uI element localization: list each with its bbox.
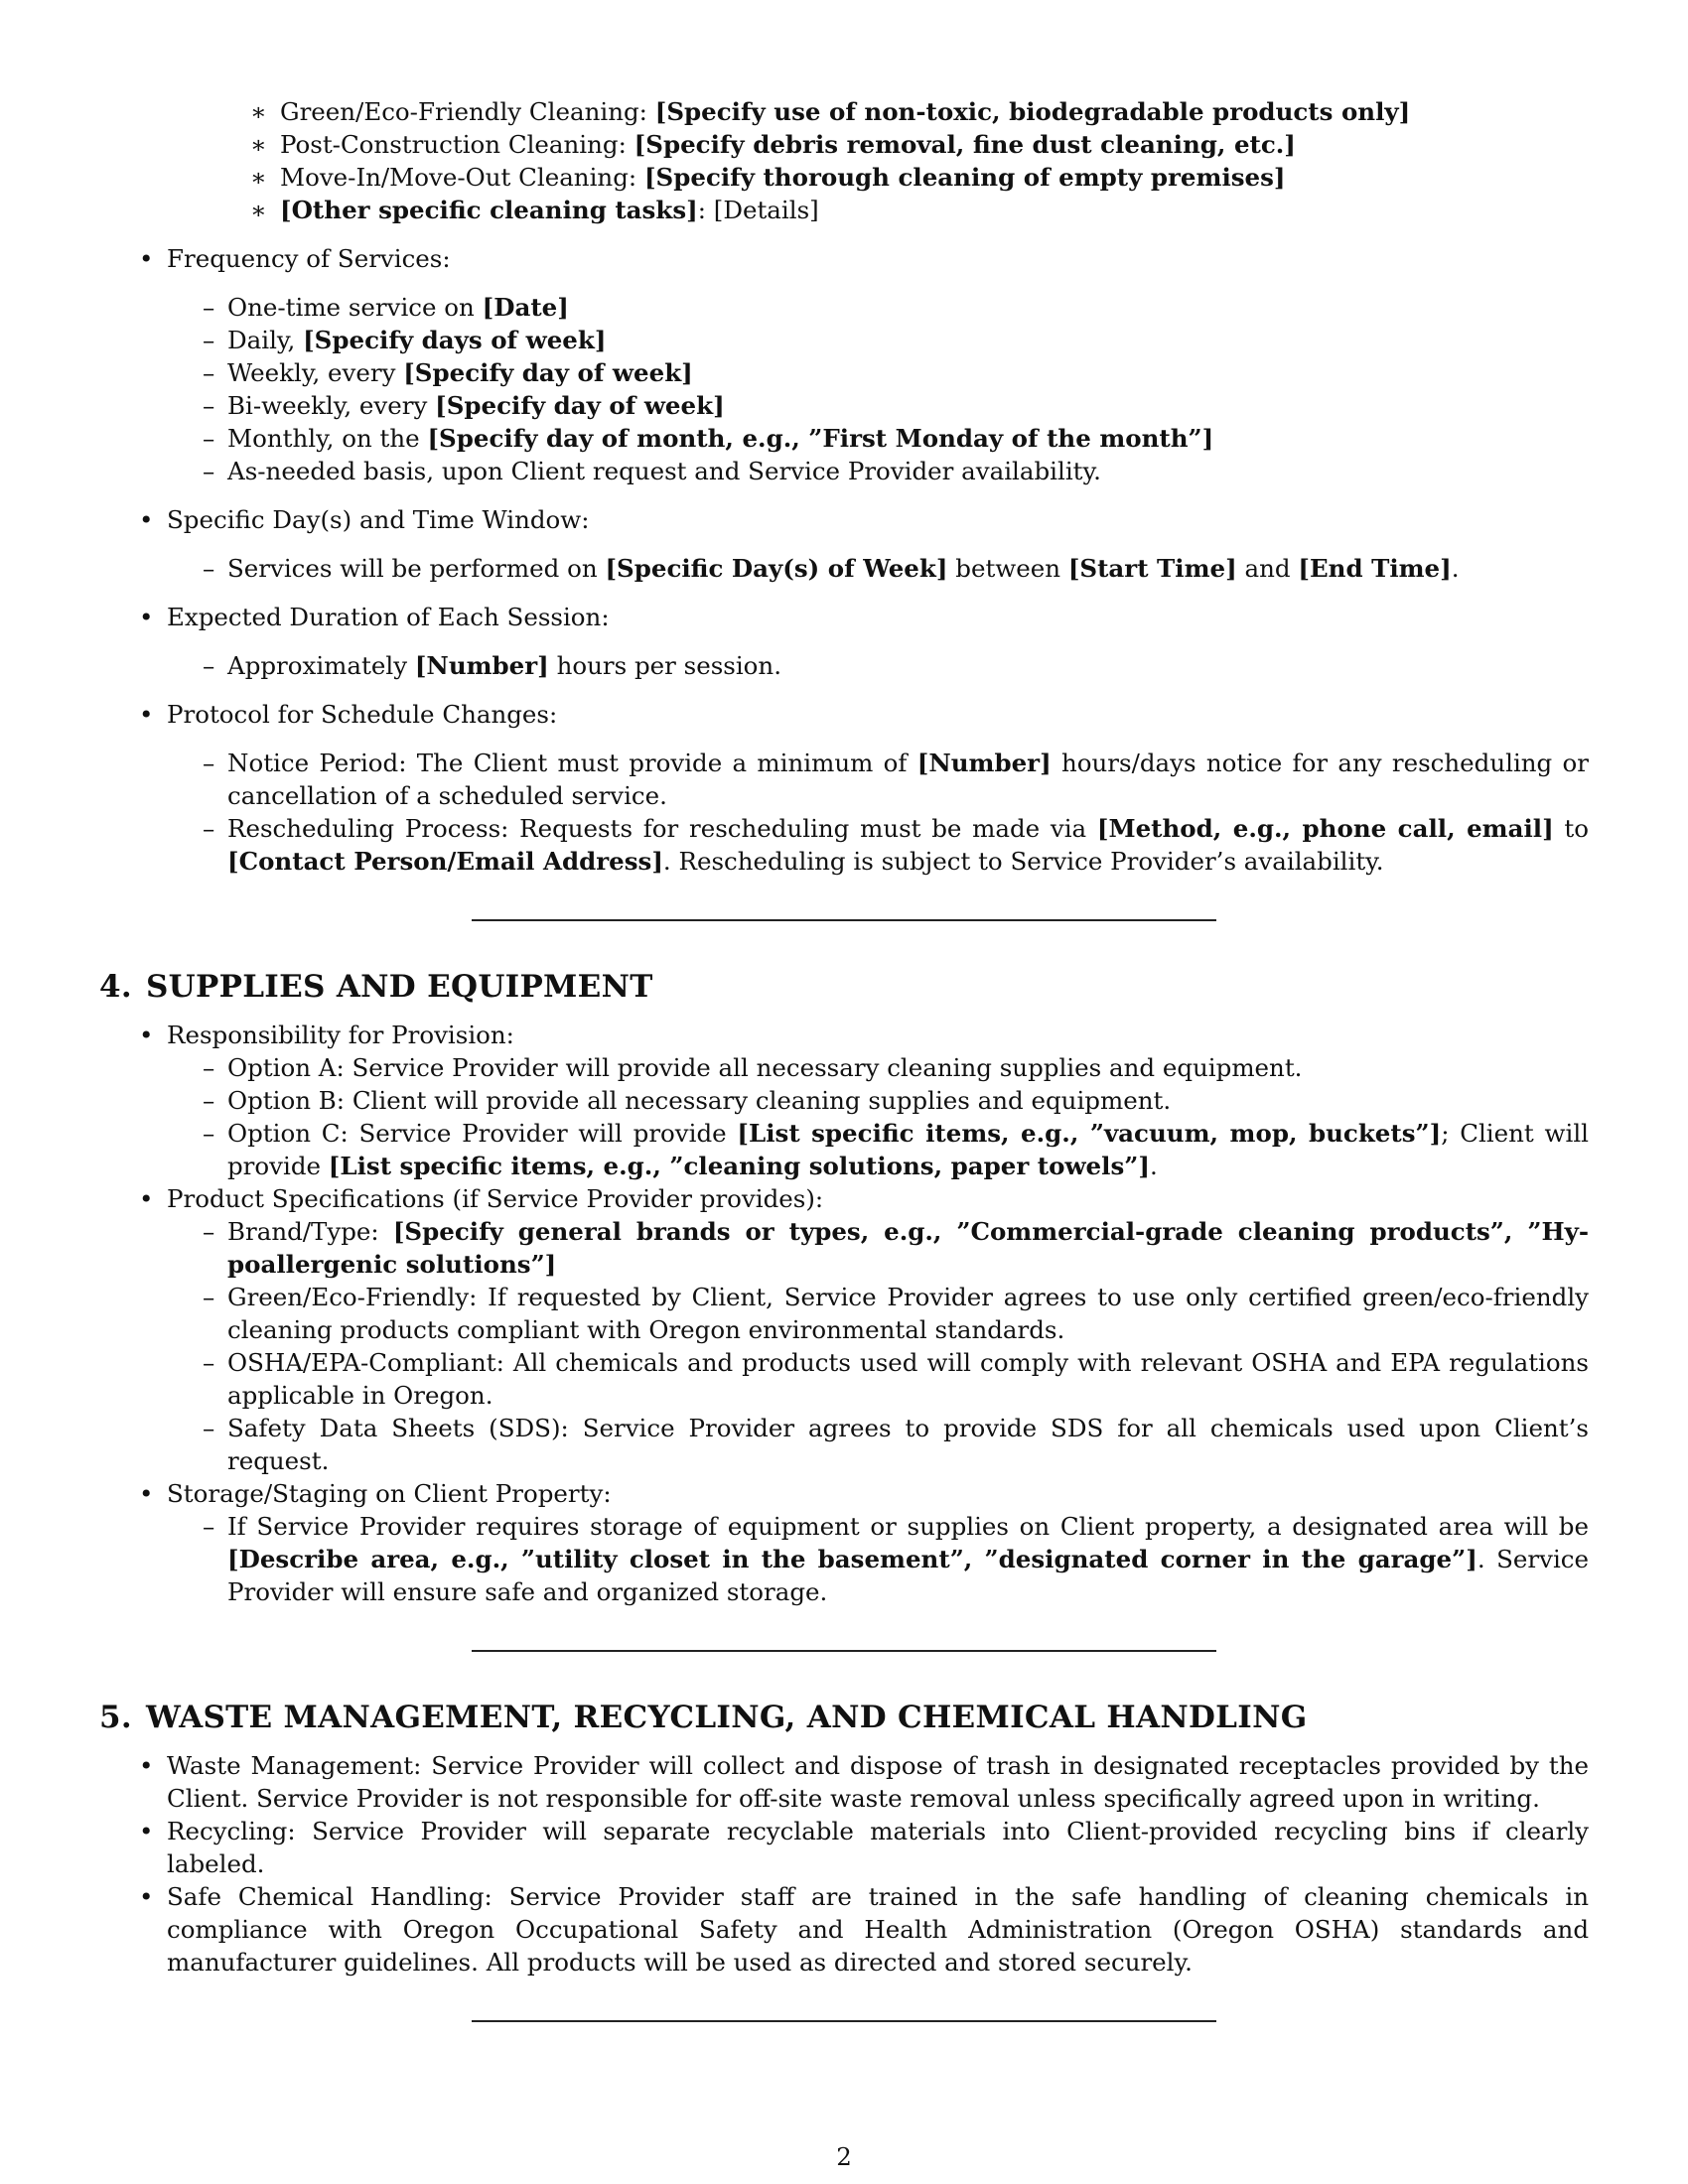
section-heading-supplies: 4. SUPPLIES AND EQUIPMENT bbox=[99, 969, 653, 1005]
schedule-changes-item: • Protocol for Schedule Changes: – Notice Period: The Client must provide a minimum of [Number] hours/days notice for any rescheduling or cancellation of a scheduled service. – Rescheduling Process: Requests for rescheduling must be made via [Method, e.g., phone call, email] to [Contact Person/Email Address]. Rescheduling is subject to Service Provider’s availability. bbox=[167, 698, 1589, 878]
page-number: 2 bbox=[836, 2142, 852, 2171]
list-item: – Bi-weekly, every [Specify day of week] bbox=[227, 389, 1589, 422]
list-item: – Safety Data Sheets (SDS): Service Provider agrees to provide SDS for all chemicals used upon Client’s request. bbox=[227, 1412, 1589, 1477]
list-item: – Daily, [Specify days of week] bbox=[227, 324, 1589, 356]
section-divider bbox=[472, 2020, 1216, 2022]
list-item: • Safe Chemical Handling: Service Provider staff are trained in the safe handling of cleaning chemicals in compliance with Oregon Occupational Safety and Health Administration (Oregon OSHA) standards and manufacturer guidelines. All products will be used as directed and stored securely. bbox=[167, 1880, 1589, 1979]
page-content bbox=[99, 95, 1589, 2022]
product-specs-item: • Product Specifications (if Service Provider provides): – Brand/Type: [Specify general brands or types, e.g., ”Commercial-grade cleaning products”, ”Hy-poallergenic solutions”] – Green/Eco-Friendly: If requested by Client, Service Provider agrees to use only certified green/eco-friendly cleaning products compliant with Oregon environmental standards. – OSHA/EPA-Compliant: All chemicals and products used will comply with relevant OSHA and EPA regulations applicable in Oregon. – Safety Data Sheets (SDS): Service Provider agrees to provide SDS for all chemicals used upon Client’s request. bbox=[167, 1182, 1589, 1477]
list-item: ∗ Move-In/Move-Out Cleaning: [Specify thorough cleaning of empty premises] bbox=[280, 161, 1589, 194]
list-item: • Recycling: Service Provider will separate recyclable materials into Client-provided recycling bins if clearly labeled. bbox=[167, 1815, 1589, 1880]
supplies-list bbox=[167, 1019, 1589, 1608]
list-item: – Brand/Type: [Specify general brands or types, e.g., ”Commercial-grade cleaning products”, ”Hy-poallergenic solutions”] bbox=[227, 1215, 1589, 1281]
list-item: – As-needed basis, upon Client request and Service Provider availability. bbox=[227, 455, 1589, 487]
list-item: – Monthly, on the [Specify day of month, e.g., ”First Monday of the month”] bbox=[227, 422, 1589, 455]
list-item: – Weekly, every [Specify day of week] bbox=[227, 356, 1589, 389]
section-divider bbox=[472, 919, 1216, 921]
list-item: – If Service Provider requires storage of equipment or supplies on Client property, a designated area will be [Describe area, e.g., ”utility closet in the basement”, ”designated corner in the garage”]. Service Provider will ensure safe and organized storage. bbox=[227, 1510, 1589, 1608]
time-window-item: • Specific Day(s) and Time Window: – Services will be performed on [Specific Day(s) of Week] between [Start Time] and [End Time]. bbox=[167, 503, 1589, 585]
responsibility-options bbox=[227, 1051, 1589, 1182]
section-heading-waste: 5. WASTE MANAGEMENT, RECYCLING, AND CHEMICAL HANDLING bbox=[99, 1700, 1308, 1735]
list-item: – Rescheduling Process: Requests for rescheduling must be made via [Method, e.g., phone call, email] to [Contact Person/Email Address]. Rescheduling is subject to Service Provider’s availability. bbox=[227, 812, 1589, 878]
storage-details bbox=[227, 1510, 1589, 1608]
frequency-options bbox=[227, 291, 1589, 487]
list-item: – Approximately [Number] hours per session. bbox=[227, 649, 1589, 682]
list-item: – Option C: Service Provider will provide [List specific items, e.g., ”vacuum, mop, buckets”]; Client will provide [List specific items, e.g., ”cleaning solutions, paper towels”]. bbox=[227, 1117, 1589, 1182]
list-item: ∗ Green/Eco-Friendly Cleaning: [Specify use of non-toxic, biodegradable products only] bbox=[280, 95, 1589, 128]
cleaning-task-list bbox=[280, 95, 1589, 226]
schedule-changes-details bbox=[227, 747, 1589, 878]
responsibility-item: • Responsibility for Provision: – Option A: Service Provider will provide all necessary cleaning supplies and equipment. – Option B: Client will provide all necessary cleaning supplies and equipment. – Option C: Service Provider will provide [List specific items, e.g., ”vacuum, mop, buckets”]; Client will provide [List specific items, e.g., ”cleaning solutions, paper towels”]. bbox=[167, 1019, 1589, 1182]
frequency-item: • Frequency of Services: – One-time service on [Date] – Daily, [Specify days of week] – Weekly, every [Specify day of week] – Bi-weekly, every [Specify day of week] – Monthly, on the [Specify day of month, e.g., ”First Monday of the month”] – As-needed basis, upon Client request and Service Provider availability. bbox=[167, 242, 1589, 487]
storage-item: • Storage/Staging on Client Property: – If Service Provider requires storage of equipment or supplies on Client property, a designated area will be [Describe area, e.g., ”utility closet in the basement”, ”designated corner in the garage”]. Service Provider will ensure safe and organized storage. bbox=[167, 1477, 1589, 1608]
services-list bbox=[167, 242, 1589, 878]
list-item: ∗ Post-Construction Cleaning: [Specify debris removal, fine dust cleaning, etc.] bbox=[280, 128, 1589, 161]
list-item: – Notice Period: The Client must provide a minimum of [Number] hours/days notice for any rescheduling or cancellation of a scheduled service. bbox=[227, 747, 1589, 812]
product-specs-details bbox=[227, 1215, 1589, 1477]
list-item: • Waste Management: Service Provider will collect and dispose of trash in designated receptacles provided by the Client. Service Provider is not responsible for off-site waste removal unless specifically agreed upon in writing. bbox=[167, 1749, 1589, 1815]
list-item: – One-time service on [Date] bbox=[227, 291, 1589, 324]
list-item: – Services will be performed on [Specific Day(s) of Week] between [Start Time] and [End Time]. bbox=[227, 552, 1589, 585]
list-item: – OSHA/EPA-Compliant: All chemicals and products used will comply with relevant OSHA and EPA regulations applicable in Oregon. bbox=[227, 1346, 1589, 1412]
list-item: – Option A: Service Provider will provide all necessary cleaning supplies and equipment. bbox=[227, 1051, 1589, 1084]
list-item: ∗ [Other specific cleaning tasks]: [Details] bbox=[280, 194, 1589, 226]
list-item: – Option B: Client will provide all necessary cleaning supplies and equipment. bbox=[227, 1084, 1589, 1117]
time-window-details bbox=[227, 552, 1589, 585]
section-divider bbox=[472, 1650, 1216, 1652]
list-item: – Green/Eco-Friendly: If requested by Client, Service Provider agrees to use only certified green/eco-friendly cleaning products compliant with Oregon environmental standards. bbox=[227, 1281, 1589, 1346]
waste-list bbox=[167, 1749, 1589, 1979]
duration-item: • Expected Duration of Each Session: – Approximately [Number] hours per session. bbox=[167, 601, 1589, 682]
duration-details bbox=[227, 649, 1589, 682]
